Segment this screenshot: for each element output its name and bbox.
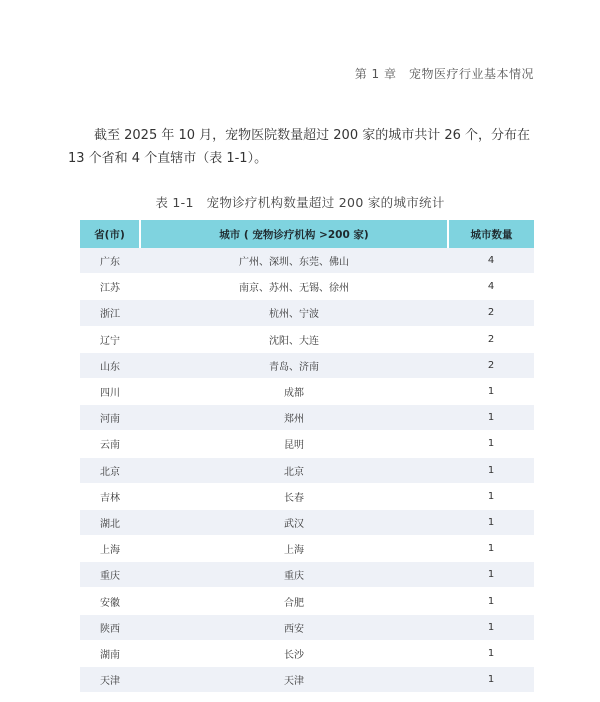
cell-province: 四川 (80, 378, 140, 404)
cell-count: 1 (448, 378, 534, 404)
cell-province: 天津 (80, 667, 140, 693)
cell-cities: 重庆 (140, 562, 448, 588)
cell-province: 广东 (80, 248, 140, 274)
column-header-count: 城市数量 (448, 220, 534, 248)
cell-province: 湖南 (80, 640, 140, 666)
cell-province: 辽宁 (80, 326, 140, 352)
table-row (80, 248, 534, 274)
cell-cities: 北京 (140, 457, 448, 483)
cell-cities: 广州、深圳、东莞、佛山 (140, 248, 448, 274)
cell-count: 2 (448, 300, 534, 326)
cell-province: 北京 (80, 457, 140, 483)
cell-province: 吉林 (80, 483, 140, 509)
table-row (80, 509, 534, 535)
table-row (80, 405, 534, 431)
cell-cities: 沈阳、大连 (140, 326, 448, 352)
chapter-header: 第 1 章 宠物医疗行业基本情况 (354, 67, 534, 81)
table-row (80, 614, 534, 640)
table-row (80, 300, 534, 326)
table-row (80, 457, 534, 483)
cell-count: 1 (448, 562, 534, 588)
cell-province: 山东 (80, 352, 140, 378)
table-row (80, 667, 534, 693)
cell-cities: 西安 (140, 614, 448, 640)
city-stats-table (80, 220, 534, 693)
cell-cities: 长春 (140, 483, 448, 509)
cell-count: 2 (448, 352, 534, 378)
cell-cities: 天津 (140, 667, 448, 693)
table-caption: 表 1-1 宠物诊疗机构数量超过 200 家的城市统计 (155, 195, 445, 210)
table-row (80, 378, 534, 404)
cell-province: 湖北 (80, 509, 140, 535)
table-row (80, 562, 534, 588)
cell-province: 河南 (80, 405, 140, 431)
cell-count: 1 (448, 667, 534, 693)
cell-count: 1 (448, 536, 534, 562)
cell-cities: 成都 (140, 378, 448, 404)
cell-count: 4 (448, 248, 534, 274)
cell-province: 安徽 (80, 588, 140, 614)
cell-cities: 昆明 (140, 431, 448, 457)
cell-province: 江苏 (80, 274, 140, 300)
cell-cities: 青岛、济南 (140, 352, 448, 378)
cell-count: 1 (448, 483, 534, 509)
cell-count: 2 (448, 326, 534, 352)
cell-province: 浙江 (80, 300, 140, 326)
table-row (80, 352, 534, 378)
cell-cities: 合肥 (140, 588, 448, 614)
cell-cities: 郑州 (140, 405, 448, 431)
cell-cities: 杭州、宁波 (140, 300, 448, 326)
cell-count: 1 (448, 640, 534, 666)
cell-province: 云南 (80, 431, 140, 457)
cell-count: 1 (448, 614, 534, 640)
table-row (80, 640, 534, 666)
table-row (80, 483, 534, 509)
cell-province: 重庆 (80, 562, 140, 588)
table-row (80, 536, 534, 562)
table-row (80, 274, 534, 300)
cell-count: 4 (448, 274, 534, 300)
table-row (80, 326, 534, 352)
cell-cities: 上海 (140, 536, 448, 562)
cell-cities: 武汉 (140, 509, 448, 535)
body-paragraph: 截至 2025 年 10 月，宠物医院数量超过 200 家的城市共计 26 个，分布在 13 个省和 4 个直辖市（表 1-1）。 (68, 128, 531, 166)
cell-count: 1 (448, 509, 534, 535)
table-row (80, 588, 534, 614)
cell-count: 1 (448, 457, 534, 483)
cell-province: 上海 (80, 536, 140, 562)
column-header-province: 省(市) (80, 220, 140, 248)
table-body (80, 248, 534, 693)
cell-count: 1 (448, 405, 534, 431)
column-header-cities: 城市 ( 宠物诊疗机构 >200 家) (140, 220, 448, 248)
cell-cities: 南京、苏州、无锡、徐州 (140, 274, 448, 300)
table-header (80, 220, 534, 248)
cell-cities: 长沙 (140, 640, 448, 666)
cell-count: 1 (448, 431, 534, 457)
table-header-row (80, 220, 534, 248)
cell-count: 1 (448, 588, 534, 614)
table-row (80, 431, 534, 457)
cell-province: 陕西 (80, 614, 140, 640)
